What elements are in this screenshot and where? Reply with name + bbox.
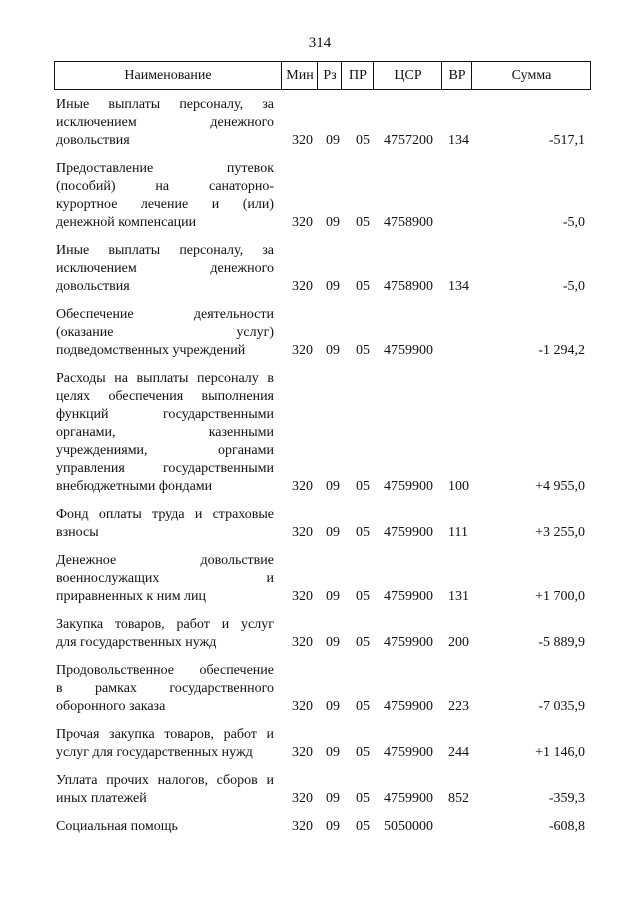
row-vr: 134 — [448, 133, 469, 148]
table-row — [56, 306, 591, 360]
description-line: (оказание услуг) — [56, 325, 274, 340]
row-rz: 09 — [326, 525, 340, 540]
row-description — [56, 662, 274, 716]
row-sum: +1 146,0 — [535, 745, 585, 760]
description-line: управления государственными — [56, 461, 274, 476]
description-line: военнослужащих и — [56, 571, 274, 586]
table-row — [56, 160, 591, 232]
row-sum: -5,0 — [562, 279, 585, 294]
description-line: Социальная помощь — [56, 819, 178, 834]
description-line: оборонного заказа — [56, 699, 166, 714]
row-csr: 5050000 — [384, 819, 433, 834]
header-min: Мин — [281, 62, 318, 89]
table-body — [56, 96, 591, 846]
row-pr: 05 — [356, 133, 370, 148]
description-line: исключением денежного — [56, 115, 274, 130]
row-csr: 4758900 — [384, 279, 433, 294]
row-rz: 09 — [326, 819, 340, 834]
description-line: учреждениями, органами — [56, 443, 274, 458]
description-line: услуг для государственных нужд — [56, 745, 253, 760]
row-rz: 09 — [326, 745, 340, 760]
row-vr: 223 — [448, 699, 469, 714]
description-line: денежной компенсации — [56, 215, 197, 230]
row-min: 320 — [292, 635, 313, 650]
row-sum: -359,3 — [548, 791, 585, 806]
row-description — [56, 242, 274, 296]
row-min: 320 — [292, 791, 313, 806]
table-row — [56, 242, 591, 296]
row-rz: 09 — [326, 343, 340, 358]
description-line: Уплата прочих налогов, сборов и — [56, 773, 274, 788]
header-name: Наименование — [124, 68, 212, 83]
row-description — [56, 552, 274, 606]
row-rz: 09 — [326, 215, 340, 230]
row-min: 320 — [292, 589, 313, 604]
row-min: 320 — [292, 745, 313, 760]
row-vr: 131 — [448, 589, 469, 604]
description-line: Продовольственное обеспечение — [56, 663, 274, 678]
header-sum: Сумма — [471, 62, 591, 89]
row-csr: 4759900 — [384, 745, 433, 760]
row-description — [56, 616, 274, 652]
row-vr: 852 — [448, 791, 469, 806]
row-description — [56, 370, 274, 496]
row-sum: -5,0 — [562, 215, 585, 230]
description-line: для государственных нужд — [56, 635, 217, 650]
description-line: взносы — [56, 525, 99, 540]
row-description — [56, 726, 274, 762]
table-row — [56, 726, 591, 762]
description-line: приравненных к ним лиц — [56, 589, 207, 604]
description-line: исключением денежного — [56, 261, 274, 276]
page-number: 314 — [308, 35, 332, 51]
table-row — [56, 370, 591, 496]
row-pr: 05 — [356, 279, 370, 294]
row-description — [56, 772, 274, 808]
description-line: органами, казенными — [56, 425, 274, 440]
row-min: 320 — [292, 525, 313, 540]
description-line: довольствия — [56, 133, 130, 148]
description-line: Закупка товаров, работ и услуг — [56, 617, 274, 632]
row-sum: -5 889,9 — [538, 635, 585, 650]
description-line: Предоставление путевок — [56, 161, 274, 176]
row-csr: 4759900 — [384, 479, 433, 494]
row-pr: 05 — [356, 699, 370, 714]
description-line: иных платежей — [56, 791, 147, 806]
row-sum: -1 294,2 — [538, 343, 585, 358]
row-pr: 05 — [356, 479, 370, 494]
table-row — [56, 662, 591, 716]
row-csr: 4759900 — [384, 343, 433, 358]
description-line: (пособий) на санаторно- — [56, 179, 274, 194]
row-csr: 4758900 — [384, 215, 433, 230]
row-vr: 134 — [448, 279, 469, 294]
description-line: Иные выплаты персоналу, за — [56, 243, 274, 258]
description-line: курортное лечение и (или) — [56, 197, 274, 212]
row-sum: -7 035,9 — [538, 699, 585, 714]
row-description — [56, 96, 274, 150]
description-line: подведомственных учреждений — [56, 343, 246, 358]
row-min: 320 — [292, 343, 313, 358]
description-line: Прочая закупка товаров, работ и — [56, 727, 274, 742]
row-vr: 111 — [448, 525, 468, 540]
row-min: 320 — [292, 699, 313, 714]
row-csr: 4759900 — [384, 589, 433, 604]
row-vr: 244 — [448, 745, 469, 760]
description-line: довольствия — [56, 279, 130, 294]
description-line: Расходы на выплаты персоналу в — [56, 371, 274, 386]
row-sum: +1 700,0 — [535, 589, 585, 604]
row-rz: 09 — [326, 635, 340, 650]
row-min: 320 — [292, 215, 313, 230]
row-pr: 05 — [356, 215, 370, 230]
description-line: Иные выплаты персоналу, за — [56, 97, 274, 112]
table-row — [56, 772, 591, 808]
row-min: 320 — [292, 133, 313, 148]
description-line: Обеспечение деятельности — [56, 307, 274, 322]
row-min: 320 — [292, 279, 313, 294]
row-min: 320 — [292, 819, 313, 834]
row-vr: 200 — [448, 635, 469, 650]
row-rz: 09 — [326, 133, 340, 148]
header-pr: ПР — [341, 62, 374, 89]
row-description — [56, 818, 274, 836]
header-rz: Рз — [317, 62, 342, 89]
row-vr: 100 — [448, 479, 469, 494]
row-csr: 4757200 — [384, 133, 433, 148]
row-description — [56, 160, 274, 232]
row-rz: 09 — [326, 479, 340, 494]
row-sum: +4 955,0 — [535, 479, 585, 494]
table-row — [56, 818, 591, 836]
header-vr: ВР — [441, 62, 472, 89]
table-row — [56, 552, 591, 606]
row-pr: 05 — [356, 791, 370, 806]
row-rz: 09 — [326, 699, 340, 714]
row-csr: 4759900 — [384, 635, 433, 650]
description-line: функций государственными — [56, 407, 274, 422]
row-sum: +3 255,0 — [535, 525, 585, 540]
row-description — [56, 306, 274, 360]
row-rz: 09 — [326, 791, 340, 806]
table-row — [56, 616, 591, 652]
row-min: 320 — [292, 479, 313, 494]
row-csr: 4759900 — [384, 525, 433, 540]
row-sum: -608,8 — [548, 819, 585, 834]
row-rz: 09 — [326, 279, 340, 294]
row-sum: -517,1 — [548, 133, 585, 148]
row-pr: 05 — [356, 525, 370, 540]
row-pr: 05 — [356, 589, 370, 604]
row-csr: 4759900 — [384, 699, 433, 714]
description-line: Фонд оплаты труда и страховые — [56, 507, 274, 522]
row-description — [56, 506, 274, 542]
table-header — [54, 61, 591, 90]
description-line: Денежное довольствие — [56, 553, 274, 568]
description-line: внебюджетными фондами — [56, 479, 213, 494]
table-row — [56, 96, 591, 150]
row-pr: 05 — [356, 635, 370, 650]
header-csr: ЦСР — [373, 62, 442, 89]
row-csr: 4759900 — [384, 791, 433, 806]
table-row — [56, 506, 591, 542]
row-pr: 05 — [356, 819, 370, 834]
row-pr: 05 — [356, 343, 370, 358]
row-pr: 05 — [356, 745, 370, 760]
description-line: в рамках государственного — [56, 681, 274, 696]
description-line: целях обеспечения выполнения — [56, 389, 274, 404]
row-rz: 09 — [326, 589, 340, 604]
